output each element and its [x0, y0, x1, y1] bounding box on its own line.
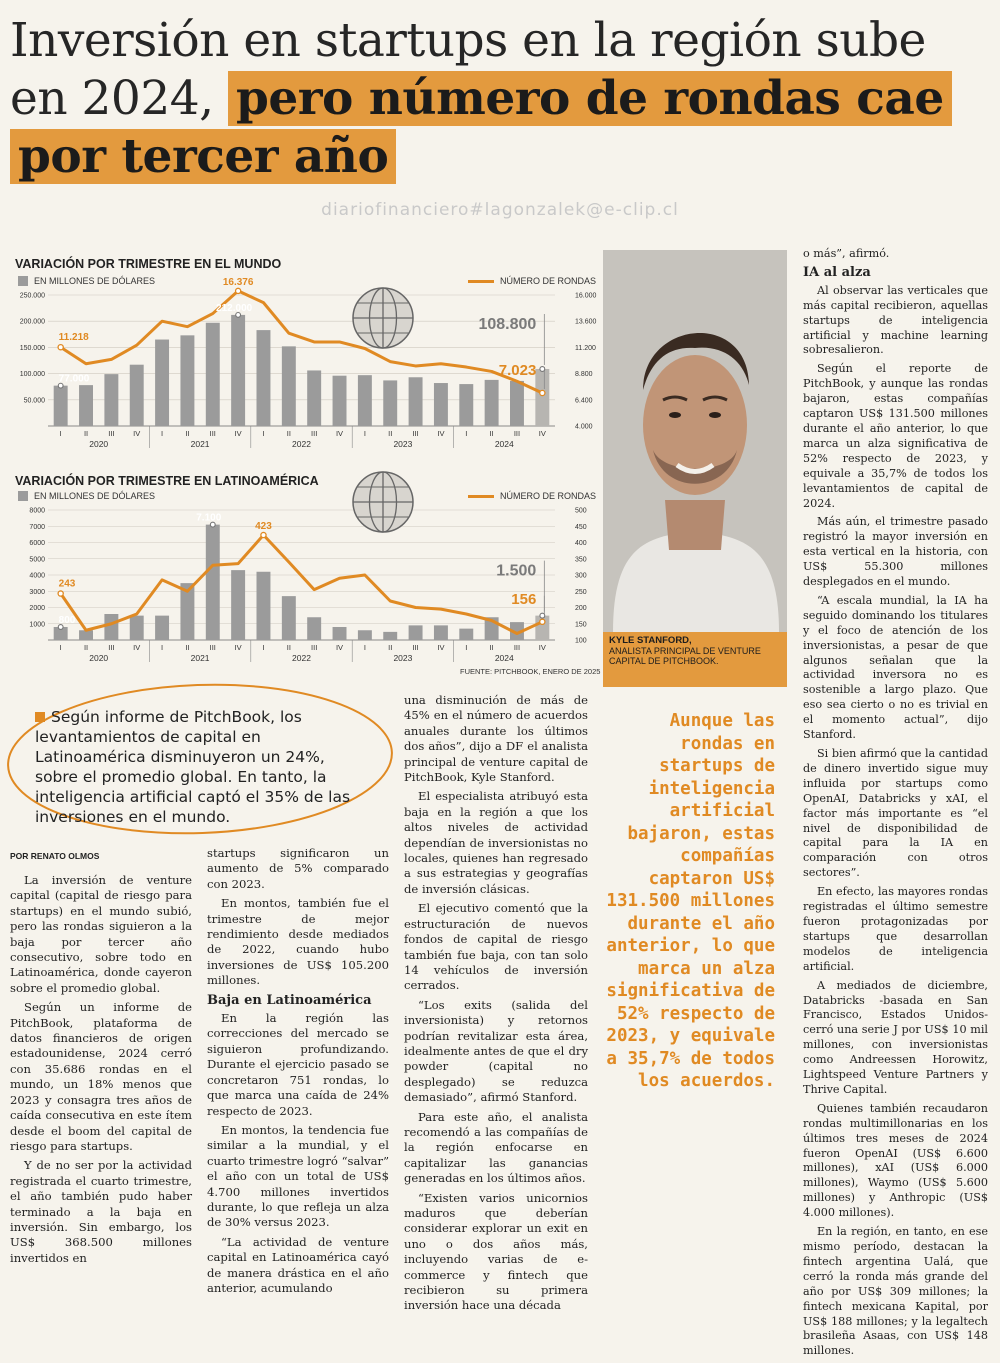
x-tick-label: III — [108, 643, 115, 652]
bar — [155, 340, 169, 426]
y2-tick-label: 500 — [575, 507, 587, 515]
x-tick-label: II — [489, 429, 494, 438]
bar — [409, 377, 423, 426]
bar — [434, 383, 448, 426]
column-4 — [803, 247, 988, 1363]
chart-source: FUENTE: PITCHBOOK, ENERO DE 2025 — [460, 667, 601, 676]
bar — [104, 614, 118, 640]
col3-paragraph: “Los exits (salida del inversionista) y retornos podrían revitalizar esta área, idealmente antes de que el dry powder (capital no desplegado) se reduzca demasiado”, afirmó Stanford. — [404, 997, 588, 1105]
x-tick-label: I — [465, 643, 468, 652]
bar-label-first: 77.000 — [58, 373, 90, 385]
world-line-legend — [468, 276, 596, 286]
bar — [257, 572, 271, 640]
bar — [54, 386, 68, 426]
line-marker — [236, 288, 241, 293]
world-line-legend-label: NÚMERO DE RONDAS — [500, 276, 597, 286]
col3-paragraph: una disminución de más de 45% en el número de acuerdos anuales durante los últimos dos años”, dijo a DF el analista principal de venture capital de PitchBook, Kyle Stanford. — [404, 693, 588, 785]
x-tick-label: IV — [335, 429, 344, 438]
latam-chart — [5, 502, 595, 674]
legend-bar-swatch — [18, 491, 28, 501]
bar-label-last: 1.500 — [496, 562, 537, 580]
x-tick-label: IV — [234, 643, 242, 652]
x-tick-label: III — [412, 643, 419, 652]
y-tick-label: 250.000 — [19, 292, 45, 300]
col4-paragraph: Al observar las verticales que más capital recibieron, aquellas startups de inteligencia artificial y machine learning sobresalieron. — [803, 283, 988, 357]
y2-tick-label: 100 — [575, 637, 587, 645]
bar-label-first: 800 — [58, 615, 76, 626]
bar — [130, 616, 144, 640]
year-label: 2024 — [494, 653, 514, 663]
col2-paragraph: En la región las correcciones del mercado se siguieron profundizando. Durante el ejercicio pasado se concretaron 751 rondas, lo que marca una caída de 24% respecto de 2023. — [207, 1011, 389, 1118]
line-marker — [540, 390, 545, 395]
line-marker — [58, 345, 63, 350]
bar — [485, 380, 499, 426]
line-label-last: 156 — [511, 590, 537, 608]
col4-paragraph: En efecto, las mayores rondas registradas el último semestre fueron protagonizadas por startups que desarrollan modelos de inteligencia artificial. — [803, 885, 988, 973]
line-label-first: 11.218 — [58, 332, 89, 344]
line-label-first: 243 — [58, 578, 76, 590]
legend-line-swatch — [468, 280, 494, 283]
col2-paragraph: En montos, también fue el trimestre de mejor rendimiento desde mediados de 2022, cuando hubo inversiones de US$ 105.200 millones. — [207, 896, 389, 988]
y-tick-label: 6000 — [29, 540, 45, 547]
caption-name: KYLE STANFORD, — [609, 635, 692, 646]
x-tick-label: IV — [437, 429, 445, 438]
x-tick-label: I — [465, 429, 468, 438]
latam-bar-legend — [18, 491, 155, 501]
x-tick-label: III — [311, 643, 318, 652]
year-label: 2020 — [89, 653, 109, 663]
callout-text: Según informe de PitchBook, los levantamientos de capital en Latinoamérica disminuyeron un 24%, sobre el promedio global. En tanto, la inteligencia artificial captó el 35% de las inversiones en el mundo. — [35, 708, 351, 826]
bar — [333, 376, 347, 426]
col4-paragraph: o más”, afirmó. — [803, 247, 890, 260]
y2-tick-label: 250 — [575, 588, 587, 596]
year-label: 2020 — [89, 439, 109, 449]
bar — [257, 330, 271, 426]
bar-label-last: 108.800 — [478, 315, 537, 333]
callout — [35, 707, 365, 827]
col2-paragraph: startups significaron un aumento de 5% comparado con 2023. — [207, 846, 389, 891]
line-label-peak: 16.376 — [222, 276, 254, 288]
x-tick-label: I — [59, 643, 62, 652]
bar — [358, 375, 372, 426]
y-tick-label: 4000 — [29, 572, 45, 580]
bar — [358, 630, 372, 640]
year-label: 2023 — [393, 653, 413, 663]
col4-paragraph: “A escala mundial, la IA ha seguido dominando los titulares y el foco de atención de los inversionistas, a pesar de que algunos señalan que la actividad inversora no es sostenible a largo plazo. Que eso sea cierto o no es trivial en el momento actual”, dijo Stanford. — [803, 593, 988, 742]
line-marker — [261, 532, 266, 537]
x-tick-label: II — [388, 429, 393, 438]
year-label: 2022 — [292, 653, 311, 663]
latam-chart-title: VARIACIÓN POR TRIMESTRE EN LATINOAMÉRICA — [15, 474, 319, 488]
x-tick-label: IV — [234, 429, 242, 438]
x-tick-label: III — [513, 429, 521, 438]
x-tick-label: IV — [133, 643, 141, 652]
bar — [510, 381, 524, 426]
x-tick-label: I — [161, 429, 164, 438]
year-label: 2021 — [190, 439, 210, 449]
column-3 — [404, 693, 588, 1318]
col4-paragraph: A mediados de diciembre, Databricks -basada en San Francisco, Estados Unidos- cerró una serie J por US$ 10 mil millones, con inversionistas como Andreessen Horowitz, Lightspeed Venture Partners y Thrive Capital. — [803, 978, 988, 1096]
line-marker — [58, 591, 63, 596]
bar-marker — [540, 367, 545, 372]
headline — [10, 12, 990, 186]
line-label-last: 7.023 — [498, 361, 537, 379]
bar-label-peak: 212.000 — [216, 302, 253, 314]
bar — [231, 315, 245, 426]
portrait-photo — [603, 250, 787, 632]
globe-americas-icon — [353, 472, 413, 532]
y2-tick-label: 450 — [575, 523, 587, 531]
bar — [535, 369, 549, 426]
x-tick-label: II — [83, 643, 89, 652]
y2-tick-label: 400 — [575, 540, 587, 547]
x-tick-label: I — [363, 429, 366, 438]
world-bar-legend-label: EN MILLONES DE DÓLARES — [34, 276, 156, 286]
col4-paragraph: Quienes también recaudaron rondas multimillonarias en los últimos tres meses de 2024 fueron OpenAI (US$ 6.600 millones), xAI (US$ 6.000 millones), Waymo (US$ 5.600 millones) y Anthropic (US$ 4.000 millones). — [803, 1101, 988, 1220]
col4-paragraph: En la región, en tanto, en ese mismo período, destacan la fintech argentina Ualá, que cerró la ronda más grande del año por US$ 309 millones; la fintech mexicana Kapital, por US$ 188 millones; y la legaltech brasileña Asaas, con US$ 148 millones. — [803, 1225, 988, 1358]
callout-bullet — [35, 712, 45, 722]
x-tick-label: II — [489, 643, 494, 652]
col2-paragraph: “La actividad de venture capital en Latinoamérica cayó de manera drástica en el año anterior, acumulando — [207, 1234, 389, 1295]
x-tick-label: III — [108, 429, 115, 438]
x-tick-label: IV — [538, 643, 546, 652]
col1-paragraph: La inversión de venture capital (capital de riesgo para startups) en el mundo subió, pero las rondas siguieron a la baja por tercer año consecutivo, sobre todo en Latinoamérica, donde cayeron sobre el promedio global. — [10, 873, 192, 995]
column-1 — [10, 873, 192, 1270]
bar — [333, 627, 347, 640]
x-tick-label: III — [209, 643, 216, 652]
watermark: diariofinanciero#lagonzalek@e-clip.cl — [321, 200, 679, 220]
col2-paragraph: En montos, la tendencia fue similar a la mundial, y el cuarto trimestre logró “salvar” el año con un total de US$ 4.700 millones invertidos durante, lo que refleja un alza de 30% versus 2023. — [207, 1122, 389, 1230]
col1-paragraph: Según un informe de PitchBook, plataforma de datos financieros de origen estadounidense, 2024 cerró con 35.686 rondas en el mundo, un 18% menos que 2023 y consagra tres años de caída consecutiva en este ítem desde el boom del capital de riesgo para startups. — [10, 1000, 192, 1153]
y-tick-label: 200.000 — [19, 318, 45, 326]
col3-paragraph: Para este año, el analista recomendó a las compañías de la región enfocarse en capitalizar las ganancias generadas en los últimos años. — [404, 1109, 588, 1186]
x-tick-label: II — [388, 643, 393, 652]
y2-tick-label: 6.400 — [575, 397, 593, 405]
y2-tick-label: 11.200 — [575, 344, 596, 352]
subheading-latam: Baja en Latinoamérica — [207, 992, 372, 1008]
caption-role: ANALISTA PRINCIPAL DE VENTURE CAPITAL DE PITCHBOOK. — [609, 646, 761, 666]
byline: POR RENATO OLMOS — [10, 851, 100, 861]
y2-tick-label: 4.000 — [575, 423, 593, 431]
col4-paragraph: Más aún, el trimestre pasado registró la mayor inversión en esta vertical en la historia, con US$ 55.300 millones desplegados en el mundo. — [803, 515, 988, 589]
line-marker — [540, 619, 545, 624]
bar-marker — [540, 613, 545, 618]
x-tick-label: II — [286, 643, 291, 652]
bar — [459, 384, 473, 426]
x-tick-label: IV — [335, 643, 344, 652]
pull-quote: Aunque las rondas en startups de inteligencia artificial bajaron, estas compañías captaron US$ 131.500 millones durante el año anterior, lo que marca un alza significativa de 52% respecto de 2023, y equivale a 35,7% de todos los acuerdos. — [606, 711, 775, 1091]
y-tick-label: 5000 — [29, 556, 45, 564]
x-tick-label: II — [185, 429, 190, 438]
bar — [307, 370, 321, 426]
photo-caption — [603, 632, 787, 687]
y-tick-label: 150.000 — [19, 344, 45, 352]
col4-paragraph: Si bien afirmó que la cantidad de dinero invertido sigue muy influida por startups como OpenAI, Databricks y xAI, el factor más importante es “el nivel de disponibilidad de capital para la IA en comparación con otros sectores”. — [803, 747, 988, 880]
year-label: 2021 — [190, 653, 210, 663]
year-label: 2022 — [292, 439, 311, 449]
bar — [282, 596, 296, 640]
x-tick-label: IV — [437, 643, 445, 652]
column-2 — [207, 846, 389, 1300]
col1-paragraph: Y de no ser por la actividad registrada el cuarto trimestre, el año también pudo haber terminado a la baja en inversión. Sin embargo, los US$ 368.500 millones invertidos en — [10, 1158, 192, 1265]
bar — [383, 380, 397, 426]
bar — [180, 335, 194, 426]
bar — [104, 374, 118, 426]
y2-tick-label: 350 — [575, 556, 587, 564]
y-tick-label: 8000 — [29, 507, 45, 515]
x-tick-label: I — [59, 429, 62, 438]
x-tick-label: III — [311, 429, 318, 438]
bar — [206, 323, 220, 426]
x-tick-label: IV — [538, 429, 546, 438]
bar — [79, 385, 93, 426]
legend-line-swatch — [468, 495, 494, 498]
bar — [130, 365, 144, 426]
x-tick-label: I — [262, 429, 265, 438]
x-tick-label: I — [161, 643, 164, 652]
bar — [434, 625, 448, 640]
x-tick-label: IV — [133, 429, 141, 438]
portrait-illustration — [603, 250, 787, 632]
bar — [282, 346, 296, 426]
y-tick-label: 50.000 — [23, 397, 45, 405]
y-tick-label: 1000 — [29, 621, 45, 629]
x-tick-label: II — [185, 643, 190, 652]
bar — [231, 570, 245, 640]
bar-label-peak: 7.100 — [196, 512, 222, 524]
latam-line-legend-label: NÚMERO DE RONDAS — [500, 491, 597, 501]
x-tick-label: I — [262, 643, 265, 652]
col3-paragraph: El ejecutivo comentó que la estructuración de nuevos fondos de capital de riesgo también fue baja, con tan solo 14 vehículos de inversión cerrados. — [404, 901, 588, 993]
x-tick-label: III — [209, 429, 216, 438]
y-tick-label: 100.000 — [19, 371, 45, 379]
bar — [155, 616, 169, 640]
headline-highlight: pero número de rondas cae por tercer año — [10, 71, 952, 184]
y2-tick-label: 8.800 — [575, 371, 593, 379]
y-tick-label: 2000 — [29, 605, 45, 612]
bar — [206, 525, 220, 640]
year-label: 2023 — [393, 439, 413, 449]
world-chart-title: VARIACIÓN POR TRIMESTRE EN EL MUNDO — [15, 257, 282, 271]
bar — [409, 625, 423, 640]
latam-line-legend — [468, 491, 596, 501]
x-tick-label: III — [412, 429, 419, 438]
bar — [459, 629, 473, 640]
y2-tick-label: 150 — [575, 621, 587, 629]
y-tick-label: 3000 — [29, 588, 45, 596]
x-tick-label: I — [363, 643, 366, 652]
bar — [383, 632, 397, 640]
col3-paragraph: “Existen varios unicornios maduros que deberían considerar explorar un exit en uno o dos años más, incluyendo varias de e-commerce y fintech que recibieron su primera inversión hace una década — [404, 1190, 588, 1313]
x-tick-label: II — [286, 429, 291, 438]
y2-tick-label: 200 — [575, 605, 587, 612]
line-label-peak: 423 — [255, 521, 272, 533]
y2-tick-label: 300 — [575, 572, 587, 580]
headline-part1: Inversión en startups en la región sube en 2024, — [10, 13, 926, 126]
year-label: 2024 — [494, 439, 514, 449]
col3-paragraph: El especialista atribuyó esta baja en la región a que los altos niveles de actividad dependían de inversionistas no locales, quienes han regresado a sus estrategias y geografías de inversión clásicas. — [404, 789, 588, 896]
y2-tick-label: 16.000 — [575, 292, 597, 300]
bar — [307, 617, 321, 640]
y2-tick-label: 13.600 — [575, 318, 597, 326]
x-tick-label: III — [513, 643, 521, 652]
legend-bar-swatch — [18, 276, 28, 286]
y-tick-label: 7000 — [29, 523, 45, 531]
globe-icon — [353, 288, 413, 348]
world-bar-legend — [18, 276, 155, 286]
subheading-ia: IA al alza — [803, 264, 871, 280]
col4-paragraph: Según el reporte de PitchBook, y aunque las rondas bajaron, estas compañías captaron US$ 131.500 millones durante el año anterior, lo que marca un alza significativa de 52% respecto de 2023, y equivale a 35,7% de todos los levantamientos de capital de 2024. — [803, 362, 988, 510]
x-tick-label: II — [83, 429, 89, 438]
latam-bar-legend-label: EN MILLONES DE DÓLARES — [34, 491, 156, 501]
